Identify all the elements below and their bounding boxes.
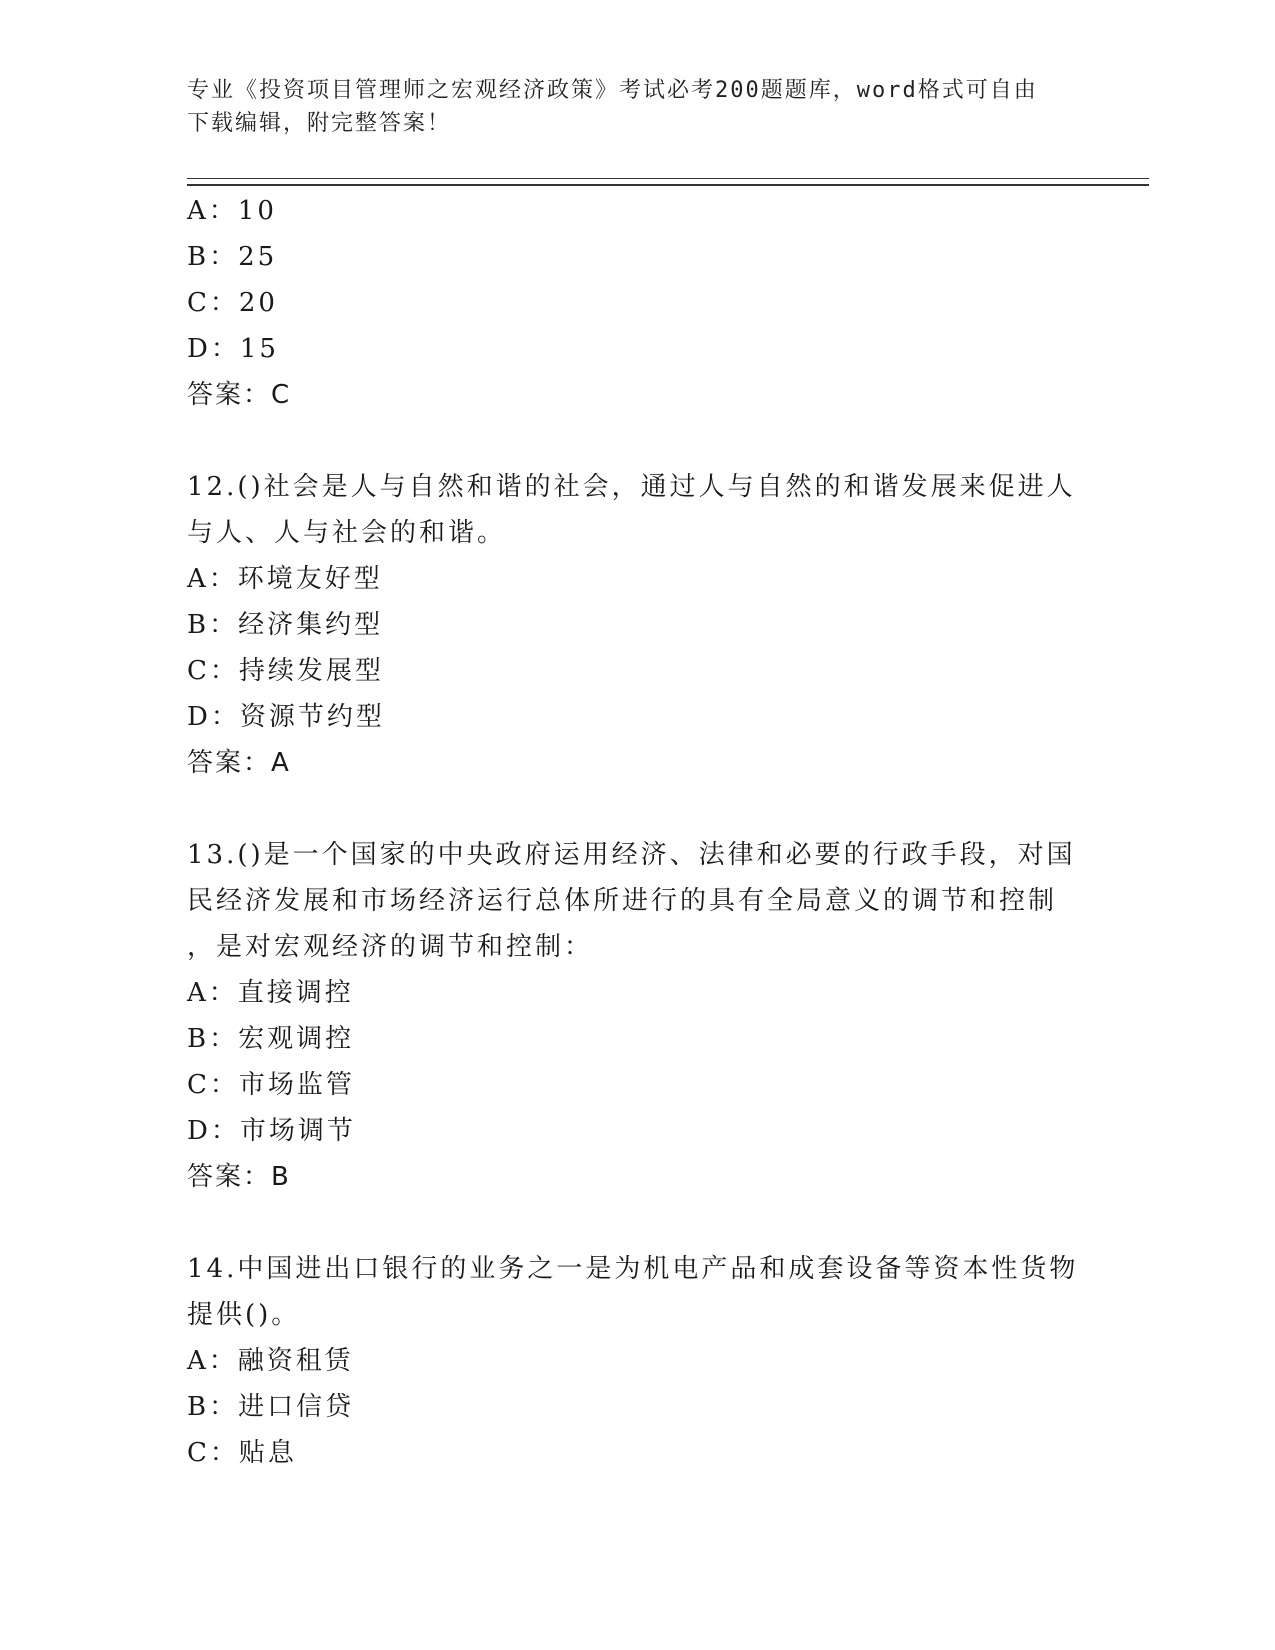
option-d: D：市场调节 [187, 1116, 356, 1146]
question-12 [187, 464, 1087, 786]
option-d: D：资源节约型 [187, 702, 385, 732]
answer: 答案：B [187, 1162, 291, 1192]
question-14 [187, 1246, 1087, 1476]
header-line-2: 下载编辑，附完整答案！ [187, 111, 452, 136]
stem-line: 13.()是一个国家的中央政府运用经济、法律和必要的行政手段，对国 [187, 840, 1076, 870]
answer: 答案：C [187, 380, 292, 410]
question-stem [187, 1246, 1087, 1338]
option-a: A：融资租赁 [187, 1346, 354, 1376]
option-a: A：10 [187, 196, 277, 226]
option-c: C：持续发展型 [187, 656, 384, 686]
question-stem [187, 464, 1087, 556]
option-b: B：宏观调控 [187, 1024, 355, 1054]
option-a: A：直接调控 [187, 978, 354, 1008]
question-11 [187, 188, 1087, 418]
spacer [187, 1200, 1087, 1246]
stem-line: 与人、人与社会的和谐。 [187, 518, 507, 548]
option-b: B：进口信贷 [187, 1392, 355, 1422]
question-13 [187, 832, 1087, 1200]
option-a: A：环境友好型 [187, 564, 383, 594]
header-rule-thin [187, 178, 1149, 179]
header-rule-thick [187, 184, 1149, 186]
spacer [187, 418, 1087, 464]
question-stem [187, 832, 1087, 970]
spacer [187, 786, 1087, 832]
option-d: D：15 [187, 334, 279, 364]
option-b: B：25 [187, 242, 278, 272]
stem-line: 14.中国进出口银行的业务之一是为机电产品和成套设备等资本性货物 [187, 1254, 1079, 1284]
option-c: C：贴息 [187, 1438, 297, 1468]
stem-line: 民经济发展和市场经济运行总体所进行的具有全局意义的调节和控制 [187, 886, 1058, 916]
stem-line: ，是对宏观经济的调节和控制： [187, 932, 594, 962]
stem-line: 12.()社会是人与自然和谐的社会，通过人与自然的和谐发展来促进人 [187, 472, 1076, 502]
document-header [187, 74, 1087, 140]
answer: 答案：A [187, 748, 291, 778]
header-line-1: 专业《投资项目管理师之宏观经济政策》考试必考200题题库，word格式可自由 [187, 78, 1038, 103]
option-c: C：市场监管 [187, 1070, 355, 1100]
option-c: C：20 [187, 288, 278, 318]
option-b: B：经济集约型 [187, 610, 384, 640]
stem-line: 提供()。 [187, 1300, 301, 1330]
question-list [187, 188, 1087, 1476]
